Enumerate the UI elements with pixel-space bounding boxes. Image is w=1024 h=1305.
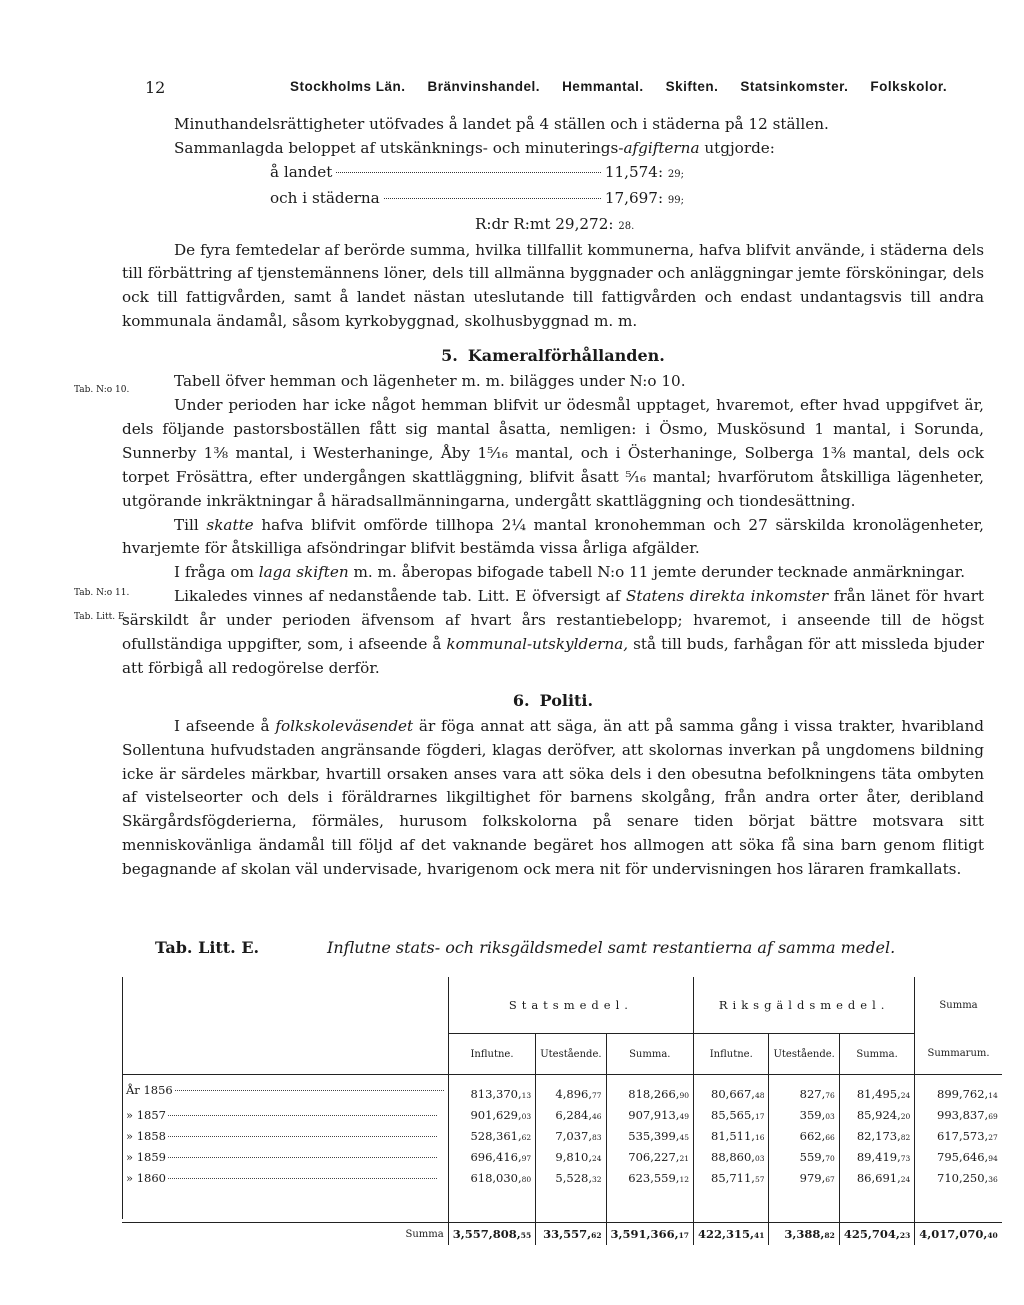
section-heading: 6. Politi. bbox=[512, 690, 594, 710]
column-header: Summa. bbox=[606, 1034, 693, 1075]
column-header: Utestående. bbox=[769, 1034, 839, 1075]
table-cell: 907,913,49 bbox=[606, 1104, 693, 1125]
sum-cell: 3,557,808,55 bbox=[448, 1223, 535, 1246]
paragraph: Likaledes vinnes af nedanstående tab. Litt. E öfversigt af Statens direkta inkomster från länet för hvart särskildt år under perioden äfvensom af hvart års restantiebelopp; hvaremot, i anseende till de högst ofullständiga uppgifter, som, i afseende å kommunal-utskylderna, stå till buds, farhågan för att missleda bjuder att förbigå all redogörelse derför. bbox=[122, 587, 984, 677]
sum-cell: 3,388,82 bbox=[769, 1223, 839, 1246]
table-row bbox=[122, 1125, 1002, 1146]
revenue-table bbox=[122, 977, 1002, 1245]
table-cell: 899,762,14 bbox=[915, 1075, 1002, 1105]
body-text bbox=[122, 113, 984, 882]
sum-cell: 3,591,366,17 bbox=[606, 1223, 693, 1246]
table-cell: 359,03 bbox=[769, 1104, 839, 1125]
table-row bbox=[122, 1167, 1002, 1188]
column-header: Summa. bbox=[839, 1034, 914, 1075]
sum-label: Summa bbox=[122, 1223, 448, 1246]
margin-note: Tab. N:o 10. bbox=[74, 385, 130, 395]
table-cell: 85,565,17 bbox=[694, 1104, 769, 1125]
table-cell: 979,67 bbox=[769, 1167, 839, 1188]
sum-cell: 425,704,23 bbox=[839, 1223, 914, 1246]
table-cell: 89,419,73 bbox=[839, 1146, 914, 1167]
table-cell: 88,860,03 bbox=[694, 1146, 769, 1167]
header-topic: Statsinkomster. bbox=[740, 79, 849, 94]
table-cell: 5,528,32 bbox=[536, 1167, 606, 1188]
table-label: Tab. Litt. E. bbox=[155, 938, 260, 957]
table-cell: 528,361,62 bbox=[448, 1125, 535, 1146]
paragraph: I afseende å folkskoleväsendet är föga annat att säga, än att på samma gång i vissa trakter, hvaribland Sollentuna hufvudstaden angränsande fögderi, klagas deröfver, att skolornas inverkan på ungdomens bildning icke är särdeles märkbar, hvartill orsaken anses vara att söka dels i den obesutna befolkningens täta ombyten af vistelseorter och dels i föräldrarnes likgiltighet för barnens skolgång, från andra orter åter, deribland Skärgårdsfögderierna, förmäles, hurusom folkskolorna på senare tiden börjat bättre motsvara sitt menniskovänliga ändamål till följd af det vaknande begäret hos allmogen att söka få sina barn genom flitigt begagnande af skolan väl undervisade, hvarigenom ock mera nit för undervisningen hos läraren framkallats. bbox=[122, 716, 984, 879]
sum-cell: 4,017,070,40 bbox=[915, 1223, 1002, 1246]
column-header: Influtne. bbox=[448, 1034, 535, 1075]
paragraph: I fråga om laga skiften m. m. åberopas bifogade tabell N:o 11 jemte derunder tecknade anmärkningar. bbox=[174, 563, 966, 582]
summa-header: Summa bbox=[915, 977, 1002, 1034]
table-row bbox=[122, 1104, 1002, 1125]
table-cell: 795,646,94 bbox=[915, 1146, 1002, 1167]
table-cell: 4,896,77 bbox=[536, 1075, 606, 1105]
row-label: » 1860 bbox=[126, 1170, 166, 1185]
row-label: » 1859 bbox=[126, 1149, 166, 1164]
header-topic: Hemmantal. bbox=[562, 79, 644, 94]
margin-note: Tab. Litt. E. bbox=[74, 612, 128, 622]
table-row bbox=[122, 1146, 1002, 1167]
table-sum-row bbox=[122, 1223, 1002, 1246]
table-left-border bbox=[122, 977, 123, 1219]
table-cell: 81,511,16 bbox=[694, 1125, 769, 1146]
header-topic: Stockholms Län. bbox=[290, 79, 406, 94]
paragraph: De fyra femtedelar af berörde summa, hvilka tillfallit kommunerna, hafva blifvit använde, i städerna dels till förbättring af tjenstemännens löner, dels till allmänna byggnader och anläggningar jemte försköningar, dels ock till fattigvården, samt å landet nästan uteslutande till fattigvården och endast undantagsvis till andra kommunala ändamål, såsom kyrkobyggnad, skolhusbyggnad m. m. bbox=[122, 240, 984, 331]
table-cell: 559,70 bbox=[769, 1146, 839, 1167]
sum-cell: 422,315,41 bbox=[694, 1223, 769, 1246]
group-header-statsmedel: Statsmedel. bbox=[448, 977, 693, 1034]
paragraph: Sammanlagda beloppet af utskänknings- och minuterings-afgifterna utgjorde: bbox=[174, 138, 775, 157]
group-header-riksgaldsmedel: Riksgäldsmedel. bbox=[694, 977, 915, 1034]
table-cell: 813,370,13 bbox=[448, 1075, 535, 1105]
section-heading: 5. Kameralförhållanden. bbox=[441, 346, 665, 366]
table-cell: 535,399,45 bbox=[606, 1125, 693, 1146]
running-header bbox=[0, 78, 1024, 100]
paragraph: Under perioden har icke något hemman blifvit ur ödesmål upptaget, hvaremot, efter hvad uppgifvet är, dels följande pastorsboställen fått sig mantal åsatta, nemligen: i Ösmo, Muskösund 1 mantal, i Sorunda, Sunnerby 1⅜ mantal, i Westerhaninge, Åby 1⁵⁄₁₆ mantal, och i Österhaninge, Solberga 1⅜ mantal, dels ock torpet Frösättra, efter undergången skattläggning, blifvit åsatt ⁵⁄₁₆ mantal; hvarförutom åtskilliga lägenheter, utgörande inkräktningar å häradsallmänningarna, undergått skattläggning och tiondesättning. bbox=[122, 395, 984, 510]
paragraph: Tabell öfver hemman och lägenheter m. m. bilägges under N:o 10. bbox=[174, 372, 686, 391]
header-topic: Bränvinshandel. bbox=[427, 79, 541, 94]
table-cell: 85,711,57 bbox=[694, 1167, 769, 1188]
header-topic: Skiften. bbox=[665, 79, 719, 94]
header-topic: Folkskolor. bbox=[870, 79, 948, 94]
table-cell: 901,629,03 bbox=[448, 1104, 535, 1125]
summarum-header: Summarum. bbox=[915, 1034, 1002, 1075]
table-cell: 617,573,27 bbox=[915, 1125, 1002, 1146]
table-cell: 7,037,83 bbox=[536, 1125, 606, 1146]
amount-row: å landet 11,574: 29; bbox=[270, 162, 684, 181]
table-cell: 623,559,12 bbox=[606, 1167, 693, 1188]
paragraph: Till skatte hafva blifvit omförde tillhopa 2¼ mantal kronohemman och 27 särskilda kronolägenheter, hvarjemte för åtskilliga afsöndringar blifvit bestämda vissa årliga afgälder. bbox=[122, 515, 984, 558]
margin-note: Tab. N:o 11. bbox=[74, 588, 130, 598]
table-cell: 82,173,82 bbox=[839, 1125, 914, 1146]
column-header: Influtne. bbox=[694, 1034, 769, 1075]
table-cell: 618,030,80 bbox=[448, 1167, 535, 1188]
page-number: 12 bbox=[145, 78, 166, 97]
row-label: År 1856 bbox=[126, 1082, 173, 1097]
table-header-row bbox=[122, 977, 1002, 1034]
amount-total: R:dr R:mt 29,272: 28. bbox=[475, 214, 635, 233]
table-cell: 6,284,46 bbox=[536, 1104, 606, 1125]
sum-cell: 33,557,62 bbox=[536, 1223, 606, 1246]
header-topics bbox=[290, 79, 948, 94]
table-cell: 86,691,24 bbox=[839, 1167, 914, 1188]
table-row bbox=[122, 1075, 1002, 1105]
table-cell: 9,810,24 bbox=[536, 1146, 606, 1167]
column-header: Utestående. bbox=[536, 1034, 606, 1075]
row-label: » 1857 bbox=[126, 1107, 166, 1122]
table-title bbox=[155, 938, 955, 962]
paragraph: Minuthandelsrättigheter utöfvades å landet på 4 ställen och i städerna på 12 ställen. bbox=[174, 115, 829, 133]
table-cell: 85,924,20 bbox=[839, 1104, 914, 1125]
table-cell: 710,250,36 bbox=[915, 1167, 1002, 1188]
table-cell: 80,667,48 bbox=[694, 1075, 769, 1105]
row-label: » 1858 bbox=[126, 1128, 166, 1143]
table-cell: 993,837,69 bbox=[915, 1104, 1002, 1125]
table-cell: 706,227,21 bbox=[606, 1146, 693, 1167]
table-cell: 827,76 bbox=[769, 1075, 839, 1105]
table-cell: 696,416,97 bbox=[448, 1146, 535, 1167]
table-cell: 818,266,90 bbox=[606, 1075, 693, 1105]
amount-row: och i städerna 17,697: 99; bbox=[270, 188, 684, 207]
table-caption: Influtne stats- och riksgäldsmedel samt restantierna af samma medel. bbox=[327, 938, 896, 957]
table-cell: 81,495,24 bbox=[839, 1075, 914, 1105]
table-cell: 662,66 bbox=[769, 1125, 839, 1146]
